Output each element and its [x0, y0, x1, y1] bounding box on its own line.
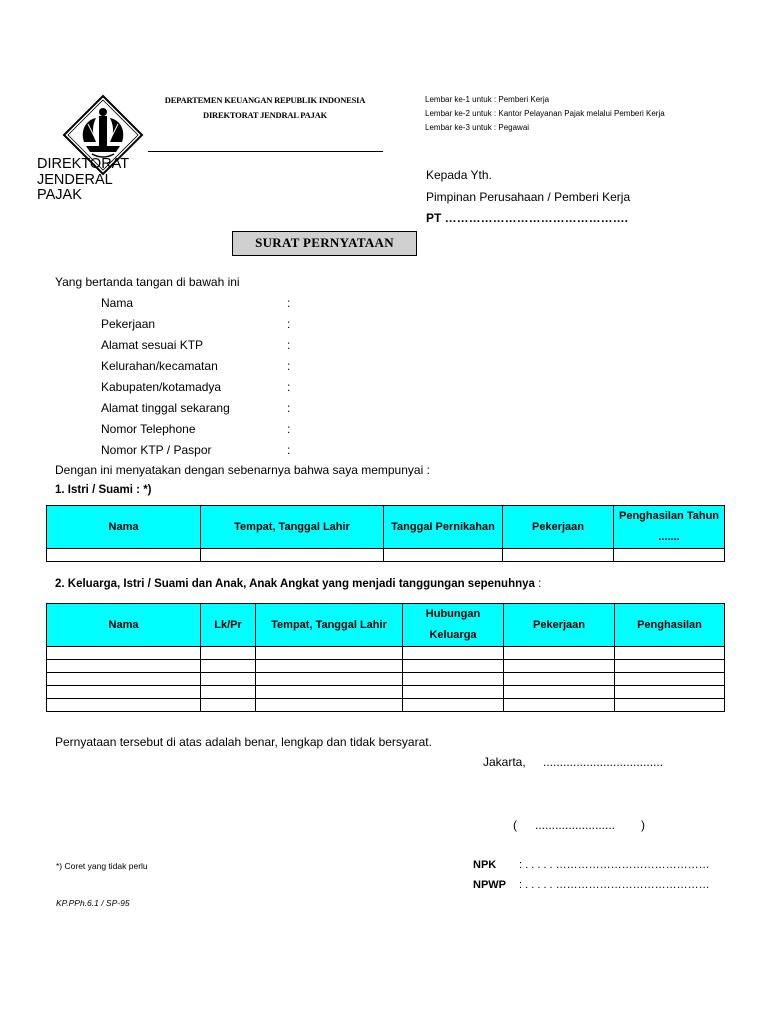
table-cell[interactable]	[47, 673, 201, 686]
logo-text-line: PAJAK	[37, 187, 82, 203]
field-label-alamat-ktp: Alamat sesuai KTP	[101, 338, 204, 352]
statement-text: Pernyataan tersebut di atas adalah benar, lengkap dan tidak bersyarat.	[55, 735, 432, 749]
declaration-text: Dengan ini menyatakan dengan sebenarnya bahwa saya mempunyai :	[55, 463, 430, 477]
table-cell[interactable]	[504, 699, 615, 712]
table-header: Penghasilan Tahun .......	[614, 506, 725, 549]
signature-name-field[interactable]: ........................	[535, 818, 616, 832]
table-cell[interactable]	[614, 549, 725, 562]
table-header: Tempat, Tanggal Lahir	[201, 506, 384, 549]
table-cell[interactable]	[256, 660, 403, 673]
npwp-field[interactable]: : . . . . . ……………………………………	[519, 879, 710, 891]
field-label-kabupaten: Kabupaten/kotamadya	[101, 380, 222, 394]
signature-open-paren: (	[513, 818, 517, 832]
dependents-table	[46, 603, 725, 712]
table-cell[interactable]	[201, 549, 384, 562]
table-cell[interactable]	[504, 660, 615, 673]
field-colon: :	[287, 359, 291, 373]
field-label-nama: Nama	[101, 296, 134, 310]
table-cell[interactable]	[403, 647, 504, 660]
copy-note-3: Lembar ke-3 untuk : Pegawai	[425, 123, 530, 132]
table-header: Tanggal Pernikahan	[384, 506, 503, 549]
table-cell[interactable]	[256, 673, 403, 686]
table-cell[interactable]	[201, 647, 256, 660]
npwp-label: NPWP	[473, 879, 506, 891]
form-code: KP.PPh.6.1 / SP-95	[56, 898, 130, 908]
addressee-greeting: Kepada Yth.	[426, 168, 492, 182]
field-colon: :	[287, 317, 291, 331]
place-label: Jakarta,	[483, 755, 526, 769]
department-name: DEPARTEMEN KEUANGAN REPUBLIK INDONESIA	[164, 95, 366, 105]
table-cell[interactable]	[615, 660, 725, 673]
table-row	[47, 549, 725, 562]
table-row	[47, 673, 725, 686]
npk-label: NPK	[473, 859, 497, 871]
section1-heading: 1. Istri / Suami : *)	[55, 484, 152, 496]
table-cell[interactable]	[615, 647, 725, 660]
table-header: Pekerjaan	[503, 506, 614, 549]
section2-heading-text: 2. Keluarga, Istri / Suami dan Anak, Anak Angkat yang menjadi tanggungan sepenuhnya	[55, 578, 535, 590]
table-cell[interactable]	[403, 673, 504, 686]
field-colon: :	[287, 443, 291, 457]
table-cell[interactable]	[384, 549, 503, 562]
table-cell[interactable]	[201, 673, 256, 686]
field-colon: :	[287, 338, 291, 352]
table-cell[interactable]	[47, 647, 201, 660]
table-cell[interactable]	[503, 549, 614, 562]
copy-note-1: Lembar ke-1 untuk : Pemberi Kerja	[425, 95, 550, 104]
table-cell[interactable]	[201, 686, 256, 699]
table-cell[interactable]	[504, 673, 615, 686]
table-cell[interactable]	[256, 699, 403, 712]
table-cell[interactable]	[201, 699, 256, 712]
table-header: Nama	[47, 506, 201, 549]
logo-text	[37, 157, 129, 204]
table-cell[interactable]	[615, 673, 725, 686]
copy-note-2: Lembar ke-2 untuk : Kantor Pelayanan Pajak melalui Pemberi Kerja	[425, 109, 665, 118]
directorate-name: DIREKTORAT JENDRAL PAJAK	[203, 110, 327, 120]
table-row	[47, 660, 725, 673]
table-cell[interactable]	[403, 699, 504, 712]
field-label-pekerjaan: Pekerjaan	[101, 317, 156, 331]
table-cell[interactable]	[403, 686, 504, 699]
field-colon: :	[287, 401, 291, 415]
table-cell[interactable]	[47, 549, 201, 562]
table-cell[interactable]	[403, 660, 504, 673]
section2-heading-colon: :	[534, 578, 542, 590]
table-cell[interactable]	[615, 686, 725, 699]
table-row	[47, 686, 725, 699]
header-divider	[148, 151, 383, 152]
table-header: Tempat, Tanggal Lahir	[256, 604, 403, 647]
table-header: Lk/Pr	[201, 604, 256, 647]
table-header: Hubungan Keluarga	[403, 604, 504, 647]
logo-text-line: JENDERAL	[37, 171, 113, 188]
footnote: *) Coret yang tidak perlu	[56, 861, 148, 871]
table-row	[47, 699, 725, 712]
date-field[interactable]: ....................................	[543, 755, 664, 769]
npk-field[interactable]: : . . . . . ……………………………………	[519, 859, 710, 871]
intro-text: Yang bertanda tangan di bawah ini	[55, 275, 240, 289]
document-title: SURAT PERNYATAAN	[232, 231, 417, 256]
table-cell[interactable]	[47, 686, 201, 699]
spouse-table	[46, 505, 725, 562]
field-colon: :	[287, 422, 291, 436]
table-cell[interactable]	[47, 660, 201, 673]
table-cell[interactable]	[256, 686, 403, 699]
table-header: Penghasilan	[615, 604, 725, 647]
table-cell[interactable]	[504, 686, 615, 699]
addressee-title: Pimpinan Perusahaan / Pemberi Kerja	[426, 190, 631, 204]
signature-close-paren: )	[641, 818, 645, 832]
table-header: Pekerjaan	[504, 604, 615, 647]
section2-heading	[55, 578, 541, 590]
field-label-kelurahan: Kelurahan/kecamatan	[101, 359, 218, 373]
field-label-alamat-tinggal: Alamat tinggal sekarang	[101, 401, 230, 415]
table-cell[interactable]	[504, 647, 615, 660]
table-cell[interactable]	[256, 647, 403, 660]
field-label-telephone: Nomor Telephone	[101, 422, 196, 436]
field-colon: :	[287, 296, 291, 310]
table-row	[47, 647, 725, 660]
table-cell[interactable]	[201, 660, 256, 673]
addressee-company: PT ……………………………………….	[426, 211, 629, 225]
table-cell[interactable]	[615, 699, 725, 712]
logo-text-line: DIREKTORAT	[37, 156, 130, 172]
table-cell[interactable]	[47, 699, 201, 712]
table-header: Nama	[47, 604, 201, 647]
field-colon: :	[287, 380, 291, 394]
field-label-ktp-paspor: Nomor KTP / Paspor	[101, 443, 212, 457]
